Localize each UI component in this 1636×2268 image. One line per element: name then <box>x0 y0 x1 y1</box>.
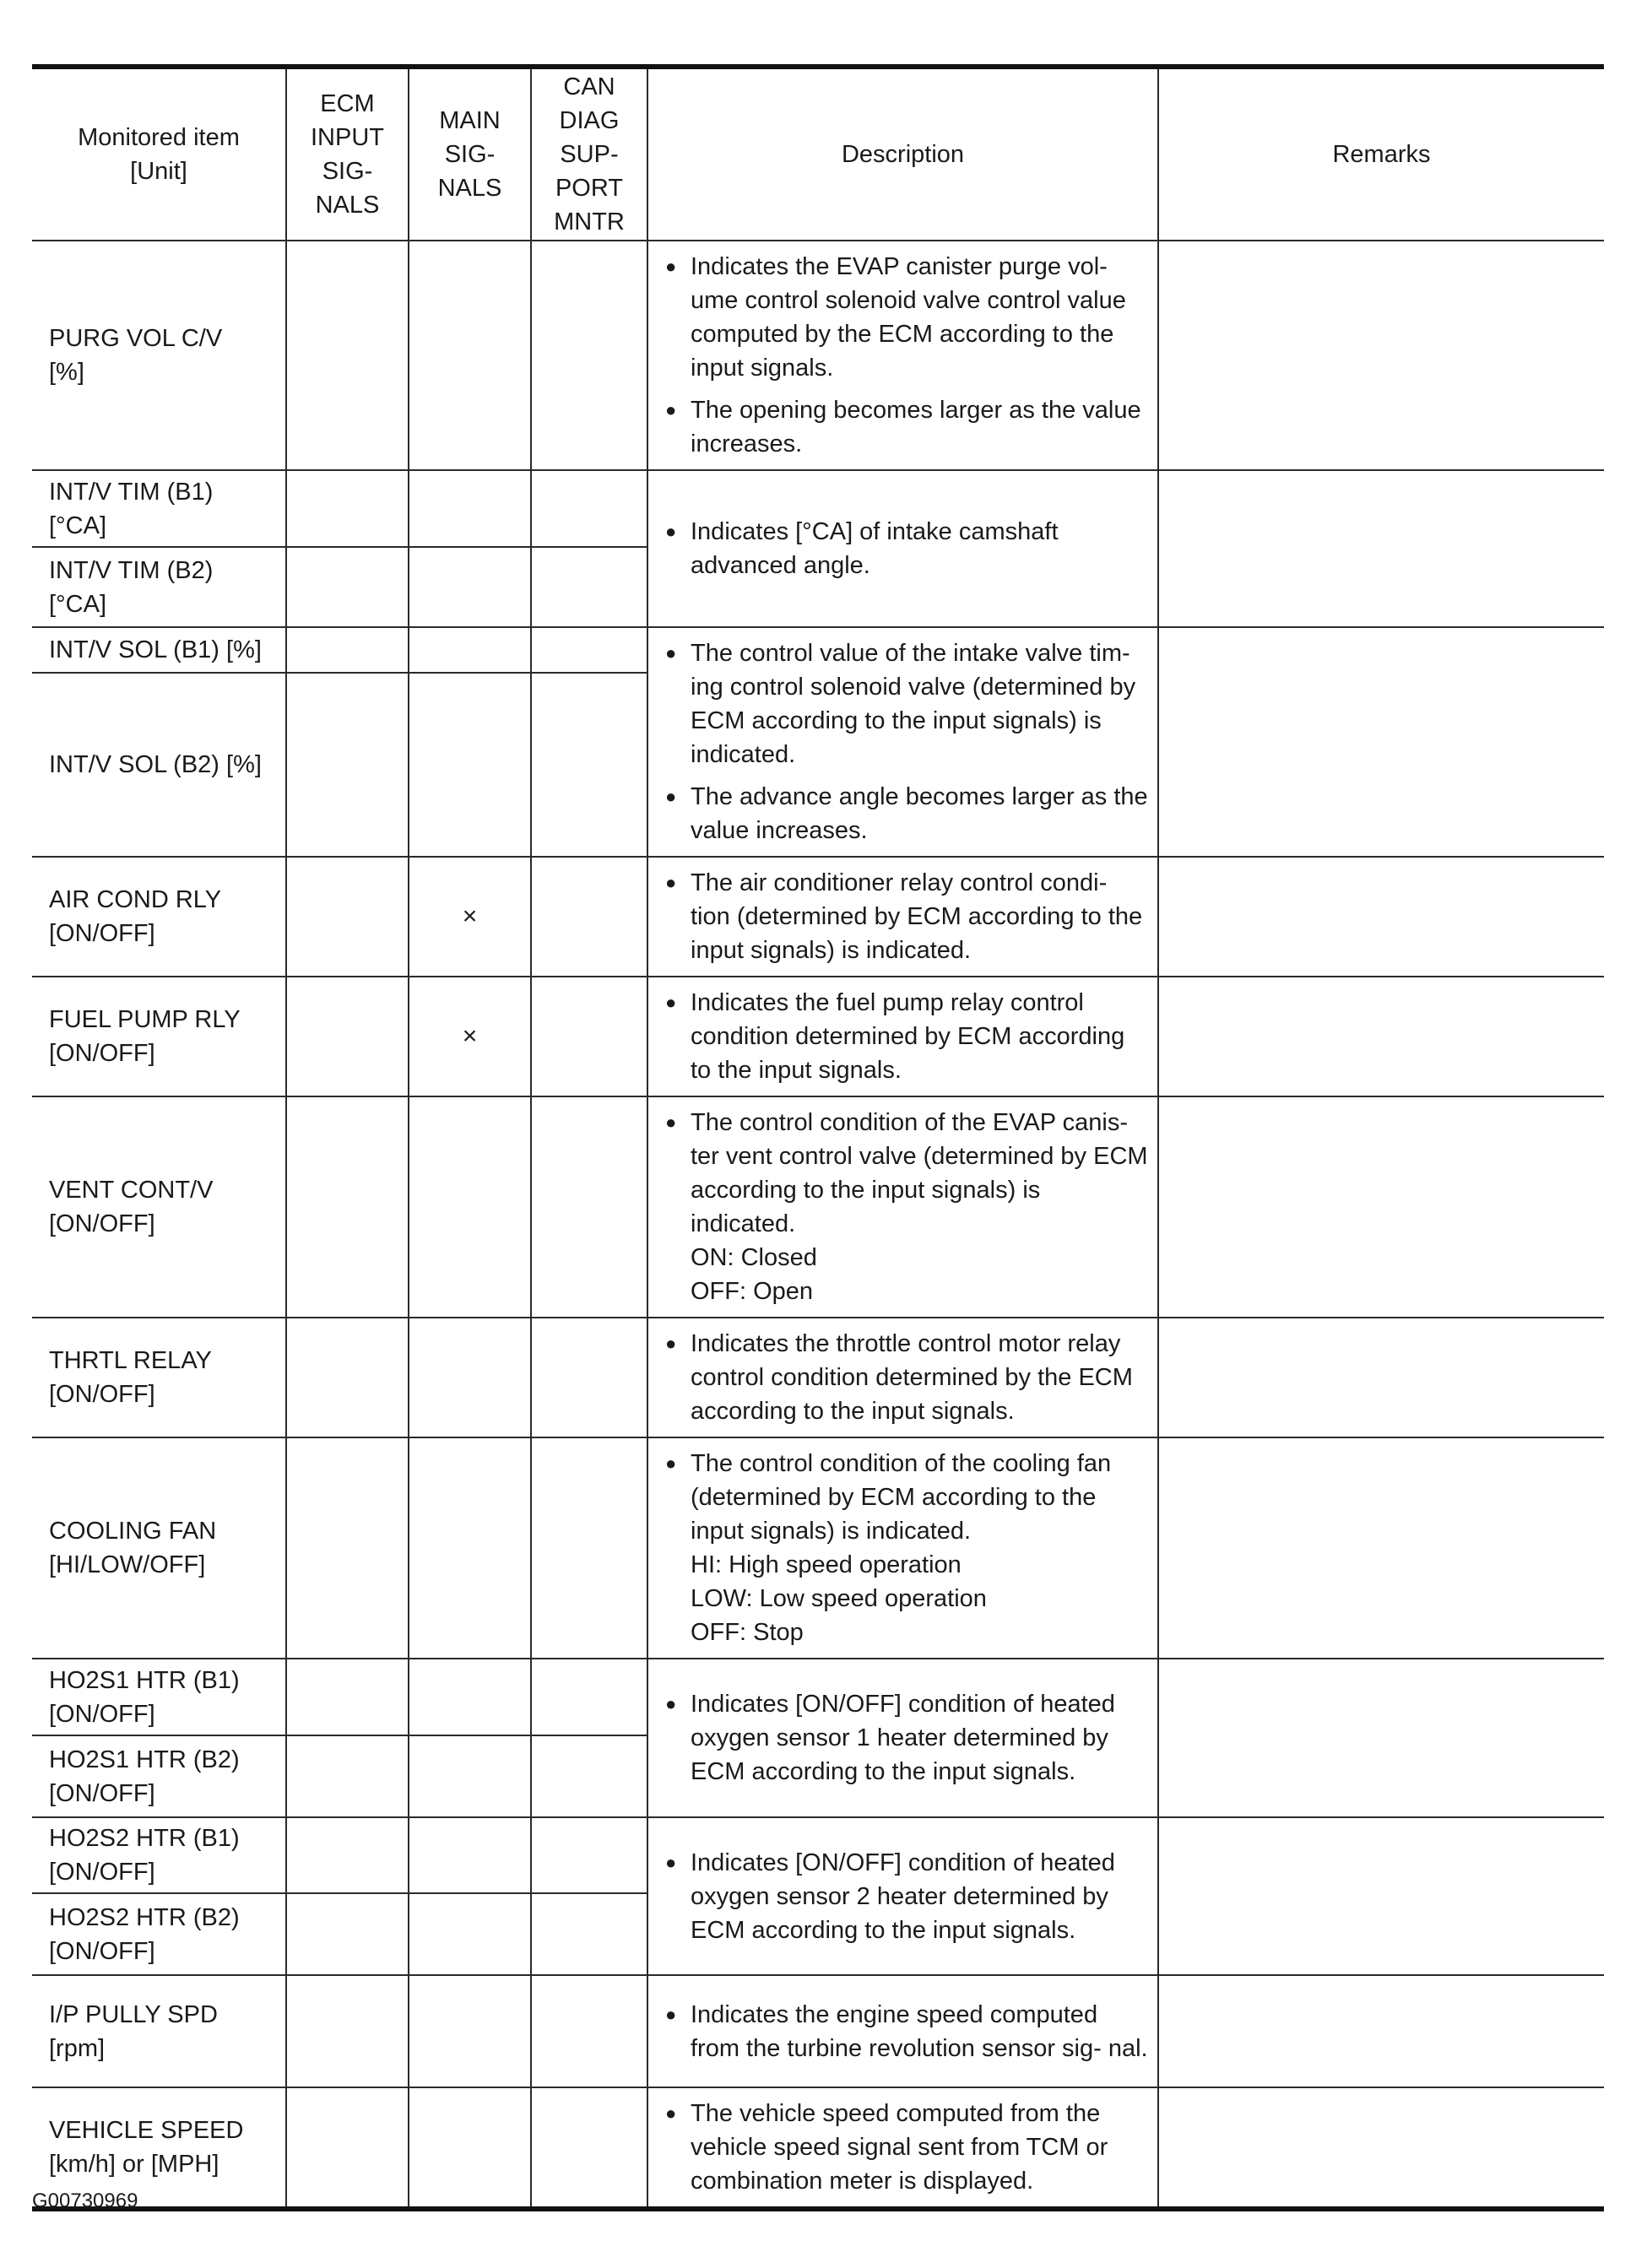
can-diag-cell <box>531 1893 647 1975</box>
table-row <box>32 1318 1604 1437</box>
bullet-item: ● Indicates the throttle control motor relay control condition determined by the ECM according to the input signals. <box>665 1327 1149 1428</box>
main-signals-cell <box>409 1893 531 1975</box>
ecm-input-cell <box>286 1735 409 1817</box>
bullet-item: ● Indicates the fuel pump relay control condition determined by ECM according to the input signals. <box>665 986 1149 1087</box>
header-main-signals: MAIN SIG- NALS <box>409 67 531 241</box>
description-cell <box>647 1318 1158 1437</box>
remarks-cell <box>1158 1975 1604 2087</box>
ecm-input-cell <box>286 2087 409 2209</box>
can-diag-cell <box>531 241 647 470</box>
table-row <box>32 1975 1604 2087</box>
ecm-input-cell <box>286 1893 409 1975</box>
bullet-item: ● The control value of the intake valve tim- ing control solenoid valve (determined by ECM according to the input signals) is indicated. <box>665 636 1149 771</box>
remarks-cell <box>1158 977 1604 1096</box>
bullet-item: ● The opening becomes larger as the value increases. <box>665 393 1149 461</box>
remarks-cell <box>1158 1437 1604 1659</box>
item-cell: INT/V SOL (B2) [%] <box>32 673 286 857</box>
ecm-input-cell <box>286 1437 409 1659</box>
ecm-input-cell <box>286 627 409 673</box>
bullet-item: ● The air conditioner relay control condi- tion (determined by ECM according to the input signals) is indicated. <box>665 866 1149 967</box>
figure-id-label: G00730969 <box>32 2190 138 2212</box>
can-diag-cell <box>531 673 647 857</box>
table-row <box>32 977 1604 1096</box>
description-cell <box>647 2087 1158 2209</box>
can-diag-cell <box>531 1659 647 1735</box>
can-diag-cell <box>531 1735 647 1817</box>
can-diag-cell <box>531 1318 647 1437</box>
can-diag-cell <box>531 547 647 627</box>
header-row <box>32 67 1604 241</box>
description-cell <box>647 977 1158 1096</box>
table-row <box>32 1659 1604 1735</box>
remarks-cell <box>1158 1817 1604 1975</box>
main-signals-mark: × <box>409 857 531 977</box>
can-diag-cell <box>531 857 647 977</box>
ecm-input-cell <box>286 857 409 977</box>
item-cell: HO2S2 HTR (B1) [ON/OFF] <box>32 1817 286 1893</box>
remarks-cell <box>1158 627 1604 857</box>
item-cell: THRTL RELAY [ON/OFF] <box>32 1318 286 1437</box>
remarks-cell <box>1158 857 1604 977</box>
remarks-cell <box>1158 1096 1604 1318</box>
ecm-input-cell <box>286 1817 409 1893</box>
header-ecm-input-signals: ECM INPUT SIG- NALS <box>286 67 409 241</box>
header-remarks: Remarks <box>1158 67 1604 241</box>
item-cell: INT/V TIM (B2) [°CA] <box>32 547 286 627</box>
can-diag-cell <box>531 627 647 673</box>
table-row <box>32 1817 1604 1893</box>
bullet-item: ● Indicates [°CA] of intake camshaft advanced angle. <box>665 515 1149 582</box>
item-cell: PURG VOL C/V [%] <box>32 241 286 470</box>
item-cell: VEHICLE SPEED [km/h] or [MPH] <box>32 2087 286 2209</box>
main-signals-mark: × <box>409 977 531 1096</box>
item-cell: COOLING FAN [HI/LOW/OFF] <box>32 1437 286 1659</box>
remarks-cell <box>1158 2087 1604 2209</box>
bullet-item: ● Indicates [ON/OFF] condition of heated oxygen sensor 1 heater determined by ECM according to the input signals. <box>665 1687 1149 1789</box>
remarks-cell <box>1158 470 1604 627</box>
can-diag-cell <box>531 1437 647 1659</box>
main-signals-cell <box>409 1096 531 1318</box>
bullet-item: ● The control condition of the cooling fan (determined by ECM according to the input signals) is indicated. HI: High speed operation LOW: Low speed operation OFF: Stop <box>665 1447 1149 1649</box>
header-can-diag-support-mntr: CAN DIAG SUP- PORT MNTR <box>531 67 647 241</box>
can-diag-cell <box>531 1975 647 2087</box>
bullet-item: ● The advance angle becomes larger as the value increases. <box>665 780 1149 847</box>
ecm-input-cell <box>286 1318 409 1437</box>
item-cell: HO2S1 HTR (B2) [ON/OFF] <box>32 1735 286 1817</box>
ecm-input-cell <box>286 1096 409 1318</box>
item-cell: AIR COND RLY [ON/OFF] <box>32 857 286 977</box>
remarks-cell <box>1158 1318 1604 1437</box>
bullet-item: ● The vehicle speed computed from the vehicle speed signal sent from TCM or combination meter is displayed. <box>665 2097 1149 2198</box>
main-signals-cell <box>409 627 531 673</box>
description-cell <box>647 1096 1158 1318</box>
item-cell: HO2S1 HTR (B1) [ON/OFF] <box>32 1659 286 1735</box>
item-cell: FUEL PUMP RLY [ON/OFF] <box>32 977 286 1096</box>
ecm-input-cell <box>286 547 409 627</box>
main-signals-cell <box>409 1817 531 1893</box>
monitor-items-table <box>32 64 1604 2211</box>
ecm-input-cell <box>286 470 409 547</box>
description-cell <box>647 1437 1158 1659</box>
description-cell <box>647 627 1158 857</box>
description-cell <box>647 470 1158 627</box>
main-signals-cell <box>409 2087 531 2209</box>
table-row <box>32 470 1604 547</box>
main-signals-cell <box>409 1735 531 1817</box>
item-cell: INT/V TIM (B1) [°CA] <box>32 470 286 547</box>
bullet-item: ● Indicates the engine speed computed from the turbine revolution sensor sig- nal. <box>665 1998 1149 2065</box>
description-cell <box>647 1817 1158 1975</box>
description-cell <box>647 1659 1158 1817</box>
ecm-input-cell <box>286 1975 409 2087</box>
main-signals-cell <box>409 1318 531 1437</box>
can-diag-cell <box>531 1817 647 1893</box>
table-row <box>32 2087 1604 2209</box>
can-diag-cell <box>531 2087 647 2209</box>
description-cell <box>647 1975 1158 2087</box>
table-row <box>32 857 1604 977</box>
header-description: Description <box>647 67 1158 241</box>
table-row <box>32 241 1604 470</box>
bullet-item: ● Indicates the EVAP canister purge vol- ume control solenoid valve control value computed by the ECM according to the input signals. <box>665 250 1149 385</box>
main-signals-cell <box>409 547 531 627</box>
ecm-input-cell <box>286 1659 409 1735</box>
remarks-cell <box>1158 241 1604 470</box>
main-signals-cell <box>409 1437 531 1659</box>
header-monitored-item: Monitored item [Unit] <box>32 67 286 241</box>
table-row <box>32 1437 1604 1659</box>
item-cell: HO2S2 HTR (B2) [ON/OFF] <box>32 1893 286 1975</box>
main-signals-cell <box>409 1975 531 2087</box>
description-cell <box>647 241 1158 470</box>
item-cell: VENT CONT/V [ON/OFF] <box>32 1096 286 1318</box>
ecm-input-cell <box>286 241 409 470</box>
main-signals-cell <box>409 673 531 857</box>
item-cell: INT/V SOL (B1) [%] <box>32 627 286 673</box>
bullet-item: ● Indicates [ON/OFF] condition of heated oxygen sensor 2 heater determined by ECM according to the input signals. <box>665 1846 1149 1947</box>
can-diag-cell <box>531 470 647 547</box>
main-signals-cell <box>409 241 531 470</box>
bullet-item: ● The control condition of the EVAP canis- ter vent control valve (determined by ECM according to the input signals) is indicated. ON: Closed OFF: Open <box>665 1106 1149 1308</box>
remarks-cell <box>1158 1659 1604 1817</box>
item-cell: I/P PULLY SPD [rpm] <box>32 1975 286 2087</box>
description-cell <box>647 857 1158 977</box>
ecm-input-cell <box>286 977 409 1096</box>
can-diag-cell <box>531 1096 647 1318</box>
main-signals-cell <box>409 470 531 547</box>
ecm-input-cell <box>286 673 409 857</box>
main-signals-cell <box>409 1659 531 1735</box>
table-row <box>32 627 1604 673</box>
can-diag-cell <box>531 977 647 1096</box>
table-row <box>32 1096 1604 1318</box>
